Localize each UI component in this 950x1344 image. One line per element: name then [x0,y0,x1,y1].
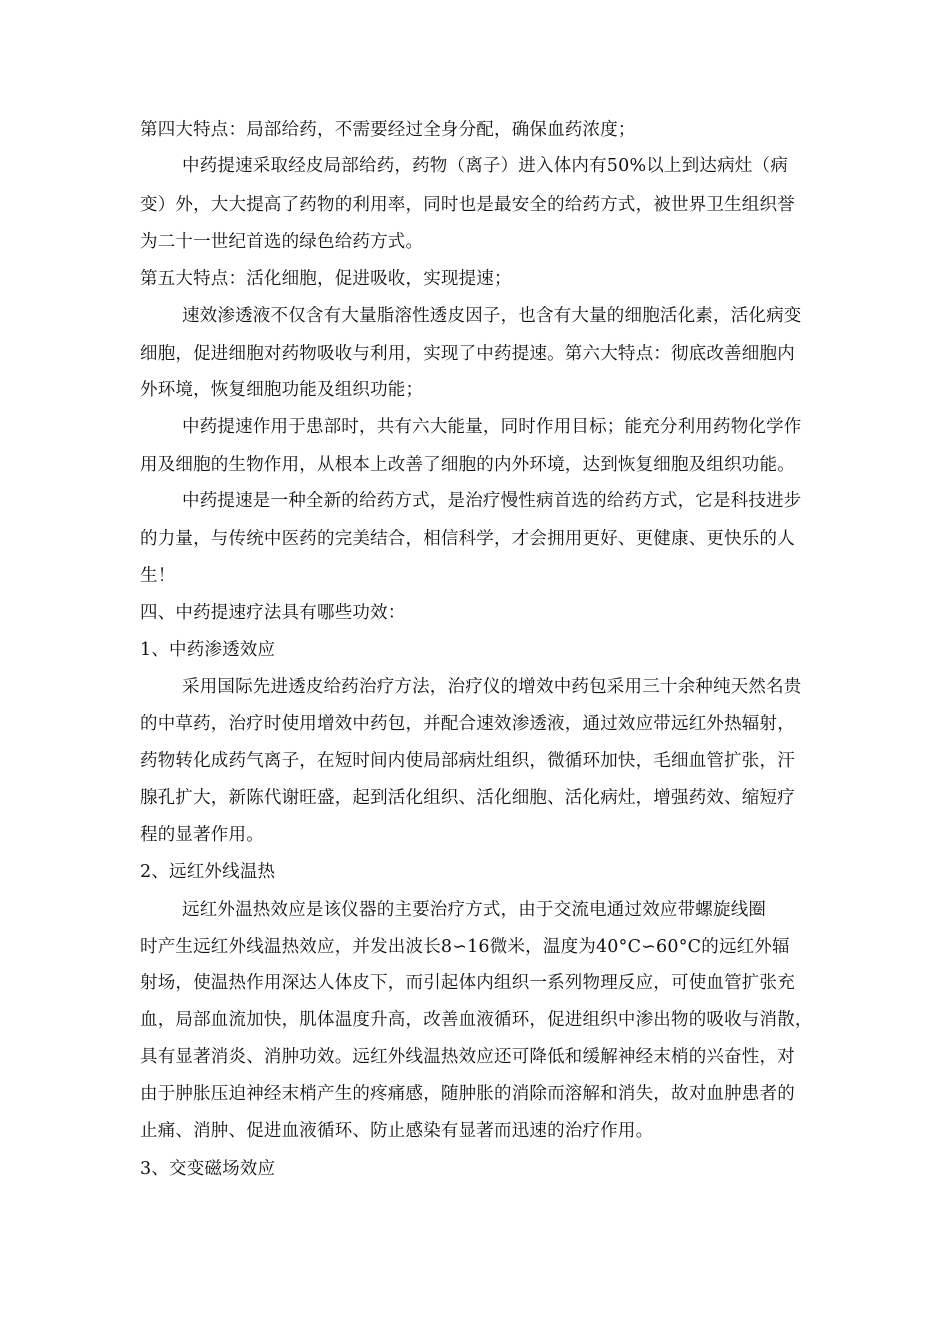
text-line: 细胞，促进细胞对药物吸收与利用，实现了中药提速。第六大特点：彻底改善细胞内 [140,344,795,364]
text-line: 用及细胞的生物作用，从根本上改善了细胞的内外环境，达到恢复细胞及组织功能。 [140,455,795,475]
text-line: 第四大特点：局部给药，不需要经过全身分配，确保血药浓度； [140,120,636,140]
text-line: 为二十一世纪首选的绿色给药方式。 [140,232,424,252]
text-line: 生！ [140,566,176,586]
subsection-heading: 1、中药渗透效应 [140,640,276,660]
text-line: 中药提速作用于患部时，共有六大能量，同时作用目标；能充分利用药物化学作 [182,417,802,437]
subsection-heading: 3、交变磁场效应 [140,1159,276,1179]
text-line: 腺孔扩大，新陈代谢旺盛，起到活化组织、活化细胞、活化病灶，增强药效、缩短疗 [140,788,795,808]
text-line: 由于肿胀压迫神经末梢产生的疼痛感，随肿胀的消除而溶解和消失，故对血肿患者的 [140,1084,795,1104]
text-line: 采用国际先进透皮给药治疗方法，治疗仪的增效中药包采用三十余种纯天然名贵 [182,677,802,697]
text-line: 外环境，恢复细胞功能及组织功能； [140,380,424,400]
text-line: 中药提速是一种全新的给药方式，是治疗慢性病首选的给药方式，它是科技进步 [182,491,802,511]
text-line: 第五大特点：活化细胞，促进吸收，实现提速； [140,269,512,289]
text-line: 的力量，与传统中医药的完美结合，相信科学，才会拥用更好、更健康、更快乐的人 [140,529,795,549]
text-line: 远红外温热效应是该仪器的主要治疗方式，由于交流电通过效应带螺旋线圈 [182,900,767,920]
text-line: 变）外，大大提高了药物的利用率，同时也是最安全的给药方式，被世界卫生组织誉 [140,195,795,215]
text-line: 药物转化成药气离子，在短时间内使局部病灶组织，微循环加快，毛细血管扩张，汗 [140,751,795,771]
text-line: 血，局部血流加快，肌体温度升高，改善血液循环，促进组织中渗出物的吸收与消散， [140,1010,813,1030]
text-line: 程的显著作用。 [140,825,264,845]
text-line: 速效渗透液不仅含有大量脂溶性透皮因子，也含有大量的细胞活化素，活化病变 [182,306,802,326]
subsection-heading: 2、远红外线温热 [140,862,276,882]
text-line: 中药提速采取经皮局部给药，药物（离子）进入体内有50%以上到达病灶（病 [182,156,788,176]
section-heading: 四、中药提速疗法具有哪些功效： [140,603,406,623]
text-line: 具有显著消炎、消肿功效。远红外线温热效应还可降低和缓解神经末梢的兴奋性，对 [140,1047,795,1067]
text-line: 时产生远红外线温热效应，并发出波长8∽16微米，温度为40°C∽60°C的远红外辐 [140,937,790,957]
text-line: 的中草药，治疗时使用增效中药包，并配合速效渗透液，通过效应带远红外热辐射， [140,714,795,734]
text-line: 射场，使温热作用深达人体皮下，而引起体内组织一系列物理反应，可使血管扩张充 [140,973,795,993]
text-line: 止痛、消肿、促进血液循环、防止感染有显著而迅速的治疗作用。 [140,1121,654,1141]
